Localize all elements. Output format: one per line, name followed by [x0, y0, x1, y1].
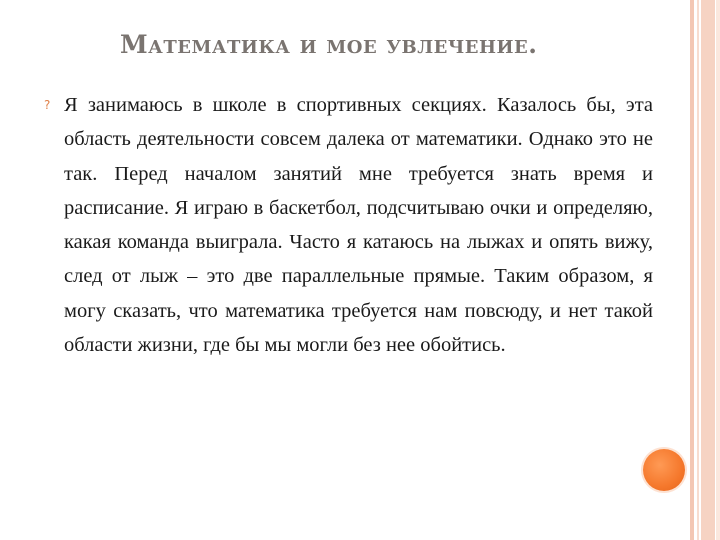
- orange-circle-decoration: [643, 449, 685, 491]
- decorative-stripe: [697, 0, 699, 540]
- decorative-stripe: [690, 0, 694, 540]
- bullet-icon: ?: [44, 98, 51, 112]
- decorative-stripe: [701, 0, 715, 540]
- decorative-stripe: [716, 0, 720, 540]
- slide-title: Математика и мое увлечение.: [120, 30, 538, 59]
- body-paragraph: Я занимаюсь в школе в спортивных секциях. Казалось бы, эта область деятельности совсем далека от математики. Однако это не так. Перед началом занятий мне требуется знать время и расписание. Я играю в баскетбол, подсчитываю очки и определяю, какая команда выиграла. Часто я катаюсь на лыжах и опять вижу, след от лыж – это две параллельные прямые. Таким образом, я могу сказать, что математика требуется нам повсюду, и нет такой области жизни, где бы мы могли без нее обойтись.: [64, 94, 653, 357]
